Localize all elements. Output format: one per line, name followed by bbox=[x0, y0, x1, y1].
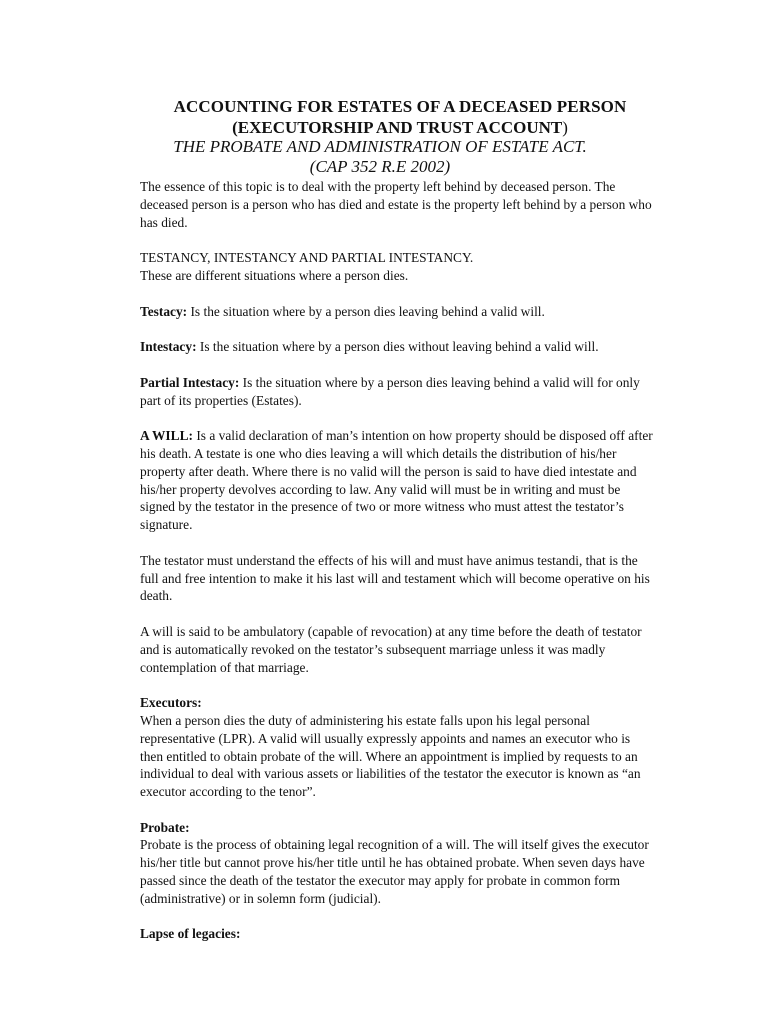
lapse-heading: Lapse of legacies: bbox=[140, 926, 241, 942]
probate-heading: Probate: bbox=[140, 819, 190, 835]
testacy-paragraph bbox=[140, 303, 655, 321]
ambulatory-paragraph: A will is said to be ambulatory (capable of revocation) at any time before the death of testator and is automatically revoked on the testator’s subsequent marriage unless it was madly contemplation of that marriage. bbox=[140, 623, 642, 675]
subtitle-act: THE PROBATE AND ADMINISTRATION OF ESTATE ACT. bbox=[173, 137, 587, 156]
a-will-term: A WILL: bbox=[140, 428, 193, 444]
document-title bbox=[140, 96, 660, 138]
testacy-term: Testacy: bbox=[140, 303, 188, 319]
probate-text: Probate is the process of obtaining legal recognition of a will. The will itself gives the executor his/her title but cannot prove his/her title until he has obtained probate. When seven days have passed since the death of the testator the executor may apply for probate in common form (administrative) or in solemn form (judicial). bbox=[140, 837, 649, 906]
a-will-paragraph bbox=[140, 427, 655, 534]
testancy-heading: TESTANCY, INTESTANCY AND PARTIAL INTESTANCY. bbox=[140, 250, 474, 266]
title-line-1: ACCOUNTING FOR ESTATES OF A DECEASED PERSON bbox=[173, 97, 627, 116]
title-line-2 bbox=[140, 117, 660, 138]
intestacy-term: Intestacy: bbox=[140, 339, 197, 355]
executors-text: When a person dies the duty of administering his estate falls upon his legal personal representative (LPR). A valid will usually expressly appoints and names an executor who is then entitled to obtain probate of the will. Where an appointment is implied by requests to an individual to deal with various assets or liabilities of the testator the executor is known as “an executor according to the tenor”. bbox=[140, 712, 641, 800]
intestacy-paragraph bbox=[140, 338, 655, 356]
a-will-text: Is a valid declaration of man’s intention on how property should be disposed off after his death. A testate is one who dies leaving a will which details the distribution of his/her property after death. Where there is no valid will the person is said to have died intestate and his/her property devolves according to law. Any valid will must be in writing and must be signed by the testator in the presence of two or more witness who must attest the testator’s signature. bbox=[140, 428, 653, 533]
document-body bbox=[140, 178, 655, 943]
testancy-text: These are different situations where a person dies. bbox=[140, 267, 409, 283]
testator-paragraph: The testator must understand the effects of his will and must have animus testandi, that is the full and free intention to make it his last will and testament which will become operative on his death. bbox=[140, 552, 650, 604]
partial-intestacy-paragraph bbox=[140, 374, 655, 410]
intro-paragraph: The essence of this topic is to deal with the property left behind by deceased person. The deceased person is a person who has died and estate is the property left behind by a person who has died. bbox=[140, 179, 652, 230]
testacy-text: Is the situation where by a person dies leaving behind a valid will. bbox=[187, 303, 545, 319]
partial-intestacy-term: Partial Intestacy: bbox=[140, 374, 240, 390]
title-line-2-bold: (EXECUTORSHIP AND TRUST ACCOUNT bbox=[232, 118, 563, 137]
intestacy-text: Is the situation where by a person dies without leaving behind a valid will. bbox=[196, 339, 599, 355]
executors-heading: Executors: bbox=[140, 695, 202, 711]
title-line-2-tail: ) bbox=[562, 118, 568, 137]
partial-intestacy-text: Is the situation where by a person dies leaving behind a valid will for only part of its properties (Estates). bbox=[140, 374, 640, 408]
subtitle-cap: (CAP 352 R.E 2002) bbox=[309, 157, 451, 176]
